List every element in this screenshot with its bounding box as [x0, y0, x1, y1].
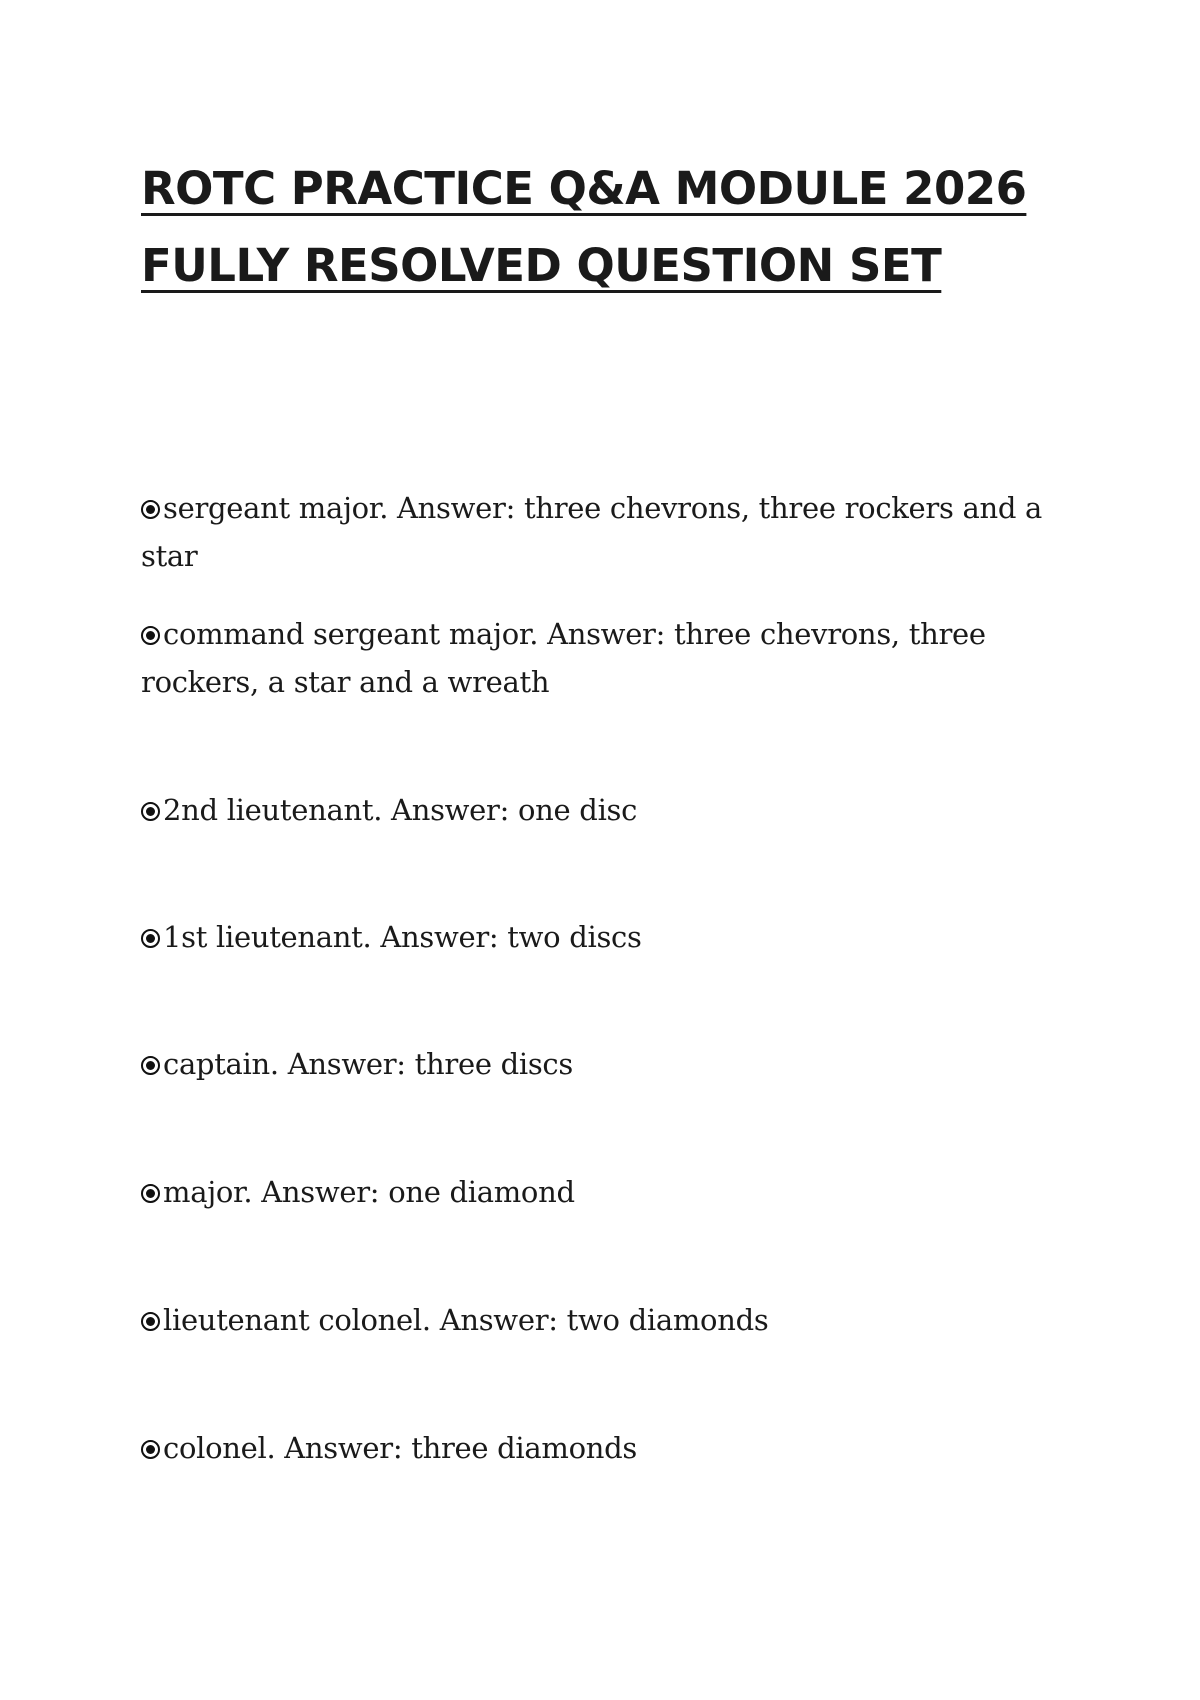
- qa-item-captain: [141, 1040, 1081, 1088]
- radio-bullet-icon: [141, 1056, 160, 1075]
- qa-item-text: major. Answer: one diamond: [163, 1175, 575, 1209]
- radio-bullet-icon: [141, 802, 160, 821]
- qa-item-major: [141, 1168, 1081, 1216]
- qa-item-text: command sergeant major. Answer: three chevrons, three rockers, a star and a wreath: [141, 617, 986, 699]
- radio-bullet-icon: [141, 1184, 160, 1203]
- radio-bullet-icon: [141, 1440, 160, 1459]
- qa-item-text: lieutenant colonel. Answer: two diamonds: [163, 1303, 769, 1337]
- qa-item-command-sergeant-major: [141, 610, 1081, 706]
- radio-bullet-icon: [141, 626, 160, 645]
- title-line-2: FULLY RESOLVED QUESTION SET: [141, 239, 942, 292]
- qa-item-lieutenant-colonel: [141, 1296, 1081, 1344]
- qa-item-text: sergeant major. Answer: three chevrons, three rockers and a star: [141, 491, 1043, 573]
- qa-item-2nd-lieutenant: [141, 786, 1081, 834]
- qa-item-colonel: [141, 1424, 1081, 1472]
- radio-bullet-icon: [141, 500, 160, 519]
- qa-item-text: 1st lieutenant. Answer: two discs: [163, 920, 642, 954]
- qa-item-text: colonel. Answer: three diamonds: [163, 1431, 637, 1465]
- qa-item-text: captain. Answer: three discs: [163, 1047, 573, 1081]
- qa-item-sergeant-major: [141, 484, 1081, 580]
- qa-item-1st-lieutenant: [141, 913, 1081, 961]
- radio-bullet-icon: [141, 929, 160, 948]
- radio-bullet-icon: [141, 1312, 160, 1331]
- qa-item-text: 2nd lieutenant. Answer: one disc: [163, 793, 638, 827]
- title-line-1: ROTC PRACTICE Q&A MODULE 2026: [141, 162, 1027, 215]
